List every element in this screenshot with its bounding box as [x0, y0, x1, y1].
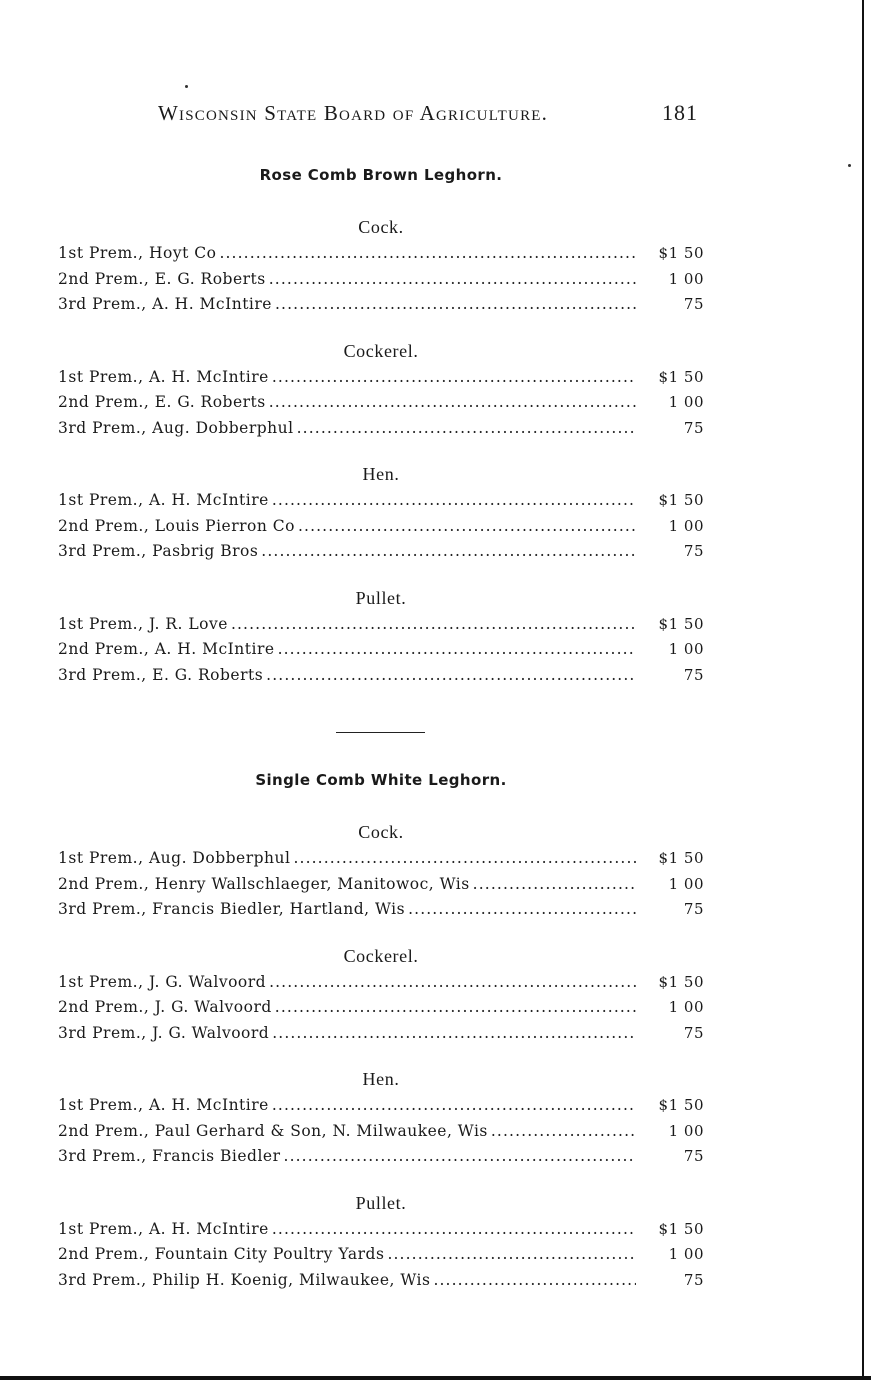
premium-amount: $1 50 [658, 244, 704, 262]
dot-leader [272, 1217, 636, 1243]
award-entry [58, 872, 704, 898]
premium-place: 1st Prem., [58, 972, 144, 991]
category-heading: Cockerel. [343, 945, 419, 966]
dot-leader [387, 1242, 636, 1268]
winner-name: J. R. Love [148, 614, 228, 633]
winner-name: A. H. McIntire [148, 367, 269, 386]
award-entry [58, 416, 704, 442]
premium-amount: 75 [683, 665, 704, 684]
award-entry [58, 488, 704, 514]
dot-leader [272, 365, 636, 391]
dot-leader [278, 637, 636, 663]
premium-amount: 75 [683, 295, 704, 313]
premium-place: 2nd Prem., [58, 269, 150, 288]
premium-place: 3rd Prem., [58, 418, 147, 437]
award-group [58, 216, 704, 318]
page-number: 181 [662, 100, 698, 125]
dot-leader [231, 612, 636, 638]
award-group [58, 1192, 704, 1294]
premium-place: 2nd Prem., [58, 874, 150, 893]
award-entry [58, 1217, 704, 1243]
premium-amount: $1 50 [658, 972, 704, 991]
category-heading: Cock. [358, 217, 404, 237]
premium-amount: 1 00 [668, 1121, 704, 1140]
premium-place: 1st Prem., [58, 849, 144, 867]
premium-place: 2nd Prem., [58, 516, 150, 535]
award-group [58, 821, 704, 923]
award-entry [58, 1021, 704, 1047]
dot-leader [272, 1021, 636, 1047]
dot-leader [261, 539, 636, 565]
winner-name: Henry Wallschlaeger, Manitowoc, Wis [154, 874, 470, 893]
winner-name: E. G. Roberts [154, 269, 266, 288]
dot-leader [284, 1144, 636, 1170]
section-title: Rose Comb Brown Leghorn. [259, 166, 503, 184]
award-entry [58, 995, 704, 1021]
dot-leader [269, 390, 636, 416]
dot-leader [269, 970, 636, 996]
award-entry [58, 970, 704, 996]
premium-amount: 1 00 [668, 393, 704, 411]
premium-amount: $1 50 [658, 491, 704, 509]
winner-name: Fountain City Poultry Yards [154, 1245, 385, 1263]
running-head-title: Wisconsin State Board of Agriculture. [158, 101, 549, 125]
premium-amount: $1 50 [658, 614, 704, 633]
section-single-comb-white-leghorn [58, 771, 704, 1315]
dot-leader [408, 897, 636, 923]
award-group [58, 463, 704, 565]
award-entry [58, 612, 704, 638]
premium-place: 2nd Prem., [58, 393, 150, 411]
premium-amount: 1 00 [668, 269, 704, 288]
winner-name: E. G. Roberts [154, 393, 266, 411]
premium-amount: 75 [683, 418, 704, 437]
premium-place: 2nd Prem., [58, 640, 150, 658]
winner-name: Francis Biedler [152, 1147, 281, 1165]
award-entry [58, 1242, 704, 1268]
section-divider-rule [336, 732, 425, 733]
award-entry [58, 1144, 704, 1170]
dot-leader [433, 1268, 636, 1294]
section-rose-comb-brown-leghorn [58, 166, 704, 710]
dot-leader [269, 267, 636, 293]
winner-name: Philip H. Koenig, Milwaukee, Wis [152, 1270, 431, 1289]
dot-leader [293, 846, 636, 872]
winner-name: Hoyt Co [148, 244, 217, 262]
award-entry [58, 1093, 704, 1119]
premium-place: 3rd Prem., [58, 900, 147, 918]
premium-place: 1st Prem., [58, 614, 144, 633]
winner-name: A. H. McIntire [148, 1219, 269, 1238]
winner-name: Pasbrig Bros [152, 542, 259, 560]
premium-place: 1st Prem., [58, 367, 144, 386]
premium-place: 2nd Prem., [58, 998, 150, 1016]
premium-place: 3rd Prem., [58, 1147, 147, 1165]
page-edge-right [862, 0, 864, 1380]
premium-amount: 75 [683, 1270, 704, 1289]
dot-leader [298, 514, 636, 540]
award-group [58, 1068, 704, 1170]
category-heading: Cock. [358, 822, 404, 842]
premium-amount: $1 50 [658, 1219, 704, 1238]
premium-amount: 1 00 [668, 1245, 704, 1263]
award-entry [58, 514, 704, 540]
premium-amount: $1 50 [658, 849, 704, 867]
premium-amount: $1 50 [658, 367, 704, 386]
award-entry [58, 241, 704, 267]
print-speck [185, 85, 188, 88]
dot-leader [297, 416, 636, 442]
running-head [158, 100, 698, 126]
dot-leader [272, 488, 636, 514]
category-heading: Pullet. [355, 587, 407, 608]
premium-place: 3rd Prem., [58, 1270, 147, 1289]
winner-name: Francis Biedler, Hartland, Wis [152, 900, 406, 918]
winner-name: J. G. Walvoord [154, 998, 272, 1016]
category-heading: Cockerel. [343, 340, 419, 361]
premium-amount: 1 00 [668, 640, 704, 658]
award-entry [58, 390, 704, 416]
award-group [58, 340, 704, 442]
award-entry [58, 897, 704, 923]
winner-name: J. G. Walvoord [152, 1023, 270, 1042]
award-entry [58, 1268, 704, 1294]
premium-place: 3rd Prem., [58, 542, 147, 560]
section-title: Single Comb White Leghorn. [255, 771, 507, 789]
premium-place: 3rd Prem., [58, 665, 147, 684]
category-heading: Hen. [362, 464, 400, 484]
dot-leader [275, 995, 636, 1021]
print-speck [848, 164, 851, 167]
award-entry [58, 292, 704, 318]
winner-name: Louis Pierron Co [154, 516, 295, 535]
winner-name: Paul Gerhard & Son, N. Milwaukee, Wis [154, 1121, 488, 1140]
award-group [58, 587, 704, 689]
winner-name: E. G. Roberts [152, 665, 264, 684]
premium-amount: 75 [683, 900, 704, 918]
winner-name: A. H. McIntire [152, 295, 272, 313]
dot-leader [491, 1119, 636, 1145]
award-entry [58, 365, 704, 391]
dot-leader [266, 663, 636, 689]
dot-leader [473, 872, 636, 898]
dot-leader [219, 241, 636, 267]
award-entry [58, 539, 704, 565]
premium-amount: 75 [683, 1023, 704, 1042]
award-entry [58, 267, 704, 293]
premium-place: 3rd Prem., [58, 295, 147, 313]
award-entry [58, 1119, 704, 1145]
premium-place: 3rd Prem., [58, 1023, 147, 1042]
category-heading: Pullet. [355, 1192, 407, 1213]
award-group [58, 945, 704, 1047]
winner-name: Aug. Dobberphul [148, 849, 291, 867]
premium-amount: 1 00 [668, 998, 704, 1016]
premium-place: 2nd Prem., [58, 1245, 150, 1263]
winner-name: A. H. McIntire [148, 1096, 269, 1114]
winner-name: Aug. Dobberphul [152, 418, 294, 437]
premium-place: 1st Prem., [58, 491, 144, 509]
premium-amount: 1 00 [668, 874, 704, 893]
premium-place: 1st Prem., [58, 1219, 144, 1238]
premium-amount: 75 [683, 1147, 704, 1165]
winner-name: A. H. McIntire [154, 640, 275, 658]
page-edge-bottom [0, 1376, 871, 1380]
dot-leader [275, 292, 636, 318]
premium-place: 1st Prem., [58, 1096, 144, 1114]
premium-place: 1st Prem., [58, 244, 144, 262]
winner-name: A. H. McIntire [148, 491, 269, 509]
premium-place: 2nd Prem., [58, 1121, 150, 1140]
winner-name: J. G. Walvoord [148, 972, 267, 991]
premium-amount: $1 50 [658, 1096, 704, 1114]
dot-leader [272, 1093, 636, 1119]
premium-amount: 1 00 [668, 516, 704, 535]
category-heading: Hen. [362, 1069, 400, 1089]
award-entry [58, 846, 704, 872]
premium-amount: 75 [683, 542, 704, 560]
award-entry [58, 663, 704, 689]
award-entry [58, 637, 704, 663]
